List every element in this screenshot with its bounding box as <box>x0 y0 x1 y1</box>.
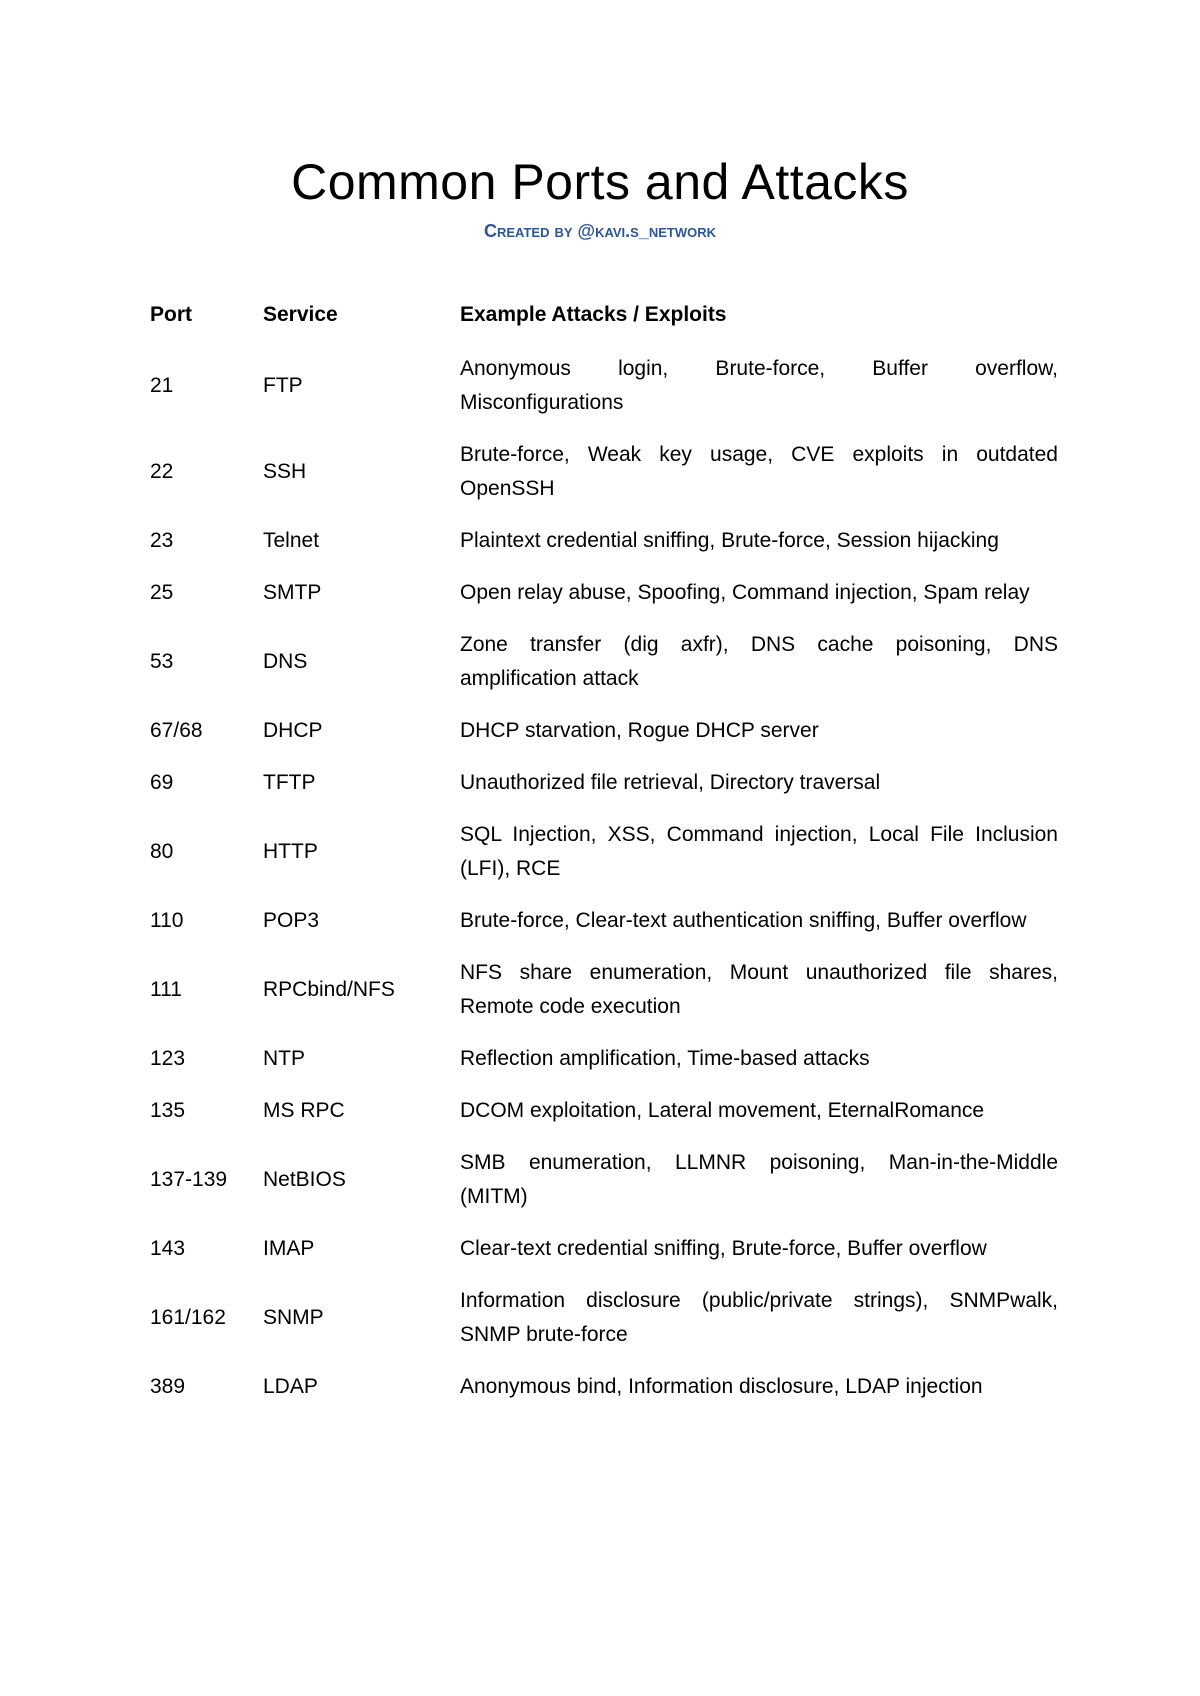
table-row <box>150 1370 1058 1404</box>
port-cell: 80 <box>150 840 174 863</box>
table-row <box>150 904 1058 938</box>
port-cell: 53 <box>150 650 174 673</box>
port-cell: 67/68 <box>150 719 203 742</box>
service-cell: LDAP <box>263 1375 318 1398</box>
attacks-cell: Anonymous login, Brute-force, Buffer overflow, Misconfigurations <box>460 357 1058 414</box>
service-cell: SSH <box>263 460 307 483</box>
service-cell: SNMP <box>263 1306 324 1329</box>
port-cell: 25 <box>150 581 174 604</box>
service-cell: HTTP <box>263 840 318 863</box>
attacks-cell: Clear-text credential sniffing, Brute-force, Buffer overflow <box>460 1237 987 1260</box>
table-row <box>150 1146 1058 1214</box>
attacks-cell: Reflection amplification, Time-based attacks <box>460 1047 870 1070</box>
service-cell: Telnet <box>263 529 320 552</box>
port-cell: 135 <box>150 1099 186 1122</box>
attacks-cell: NFS share enumeration, Mount unauthorized file shares, Remote code execution <box>460 961 1058 1018</box>
header-service: Service <box>263 303 338 326</box>
attacks-cell: Plaintext credential sniffing, Brute-force, Session hijacking <box>460 529 999 552</box>
page-title: Common Ports and Attacks <box>291 154 909 210</box>
port-cell: 389 <box>150 1375 186 1398</box>
port-cell: 111 <box>150 978 182 1001</box>
service-cell: SMTP <box>263 581 322 604</box>
table-row <box>150 1094 1058 1128</box>
service-cell: NTP <box>263 1047 305 1070</box>
service-cell: NetBIOS <box>263 1168 346 1191</box>
table-row <box>150 438 1058 506</box>
attacks-cell: SMB enumeration, LLMNR poisoning, Man-in-the-Middle (MITM) <box>460 1151 1058 1208</box>
service-cell: MS RPC <box>263 1099 345 1122</box>
service-cell: TFTP <box>263 771 316 794</box>
service-cell: RPCbind/NFS <box>263 978 395 1001</box>
attacks-cell: SQL Injection, XSS, Command injection, Local File Inclusion (LFI), RCE <box>460 823 1058 880</box>
service-cell: FTP <box>263 374 303 397</box>
table-row <box>150 818 1058 886</box>
attacks-cell: Information disclosure (public/private strings), SNMPwalk, SNMP brute-force <box>460 1289 1058 1346</box>
attacks-cell: Brute-force, Weak key usage, CVE exploits in outdated OpenSSH <box>460 443 1058 500</box>
service-cell: DHCP <box>263 719 323 742</box>
ports-table <box>150 298 1058 1404</box>
table-row <box>150 766 1058 800</box>
attacks-cell: DCOM exploitation, Lateral movement, EternalRomance <box>460 1099 985 1122</box>
port-cell: 69 <box>150 771 174 794</box>
table-header-row <box>150 298 1058 352</box>
attacks-cell: Zone transfer (dig axfr), DNS cache poisoning, DNS amplification attack <box>460 633 1058 690</box>
port-cell: 21 <box>150 374 174 397</box>
service-cell: DNS <box>263 650 308 673</box>
port-cell: 123 <box>150 1047 186 1070</box>
port-cell: 143 <box>150 1237 186 1260</box>
attacks-cell: Unauthorized file retrieval, Directory traversal <box>460 771 881 794</box>
service-cell: POP3 <box>263 909 320 932</box>
table-row <box>150 628 1058 696</box>
port-cell: 23 <box>150 529 174 552</box>
port-cell: 22 <box>150 460 174 483</box>
attacks-cell: Open relay abuse, Spoofing, Command injection, Spam relay <box>460 581 1030 604</box>
header-attacks: Example Attacks / Exploits <box>460 303 727 326</box>
table-row <box>150 576 1058 610</box>
table-row <box>150 1284 1058 1352</box>
port-cell: 161/162 <box>150 1306 226 1329</box>
table-body <box>150 352 1058 1404</box>
table-row <box>150 352 1058 420</box>
table-row <box>150 1232 1058 1266</box>
attacks-cell: Anonymous bind, Information disclosure, LDAP injection <box>460 1375 983 1398</box>
attacks-cell: Brute-force, Clear-text authentication sniffing, Buffer overflow <box>460 909 1027 932</box>
service-cell: IMAP <box>263 1237 315 1260</box>
table-row <box>150 1042 1058 1076</box>
table-row <box>150 524 1058 558</box>
attacks-cell: DHCP starvation, Rogue DHCP server <box>460 719 819 742</box>
author-byline: Created by @kavi.s_network <box>483 221 717 241</box>
port-cell: 110 <box>150 909 184 932</box>
table-row <box>150 714 1058 748</box>
header-port: Port <box>150 303 192 326</box>
table-row <box>150 956 1058 1024</box>
port-cell: 137-139 <box>150 1168 228 1191</box>
